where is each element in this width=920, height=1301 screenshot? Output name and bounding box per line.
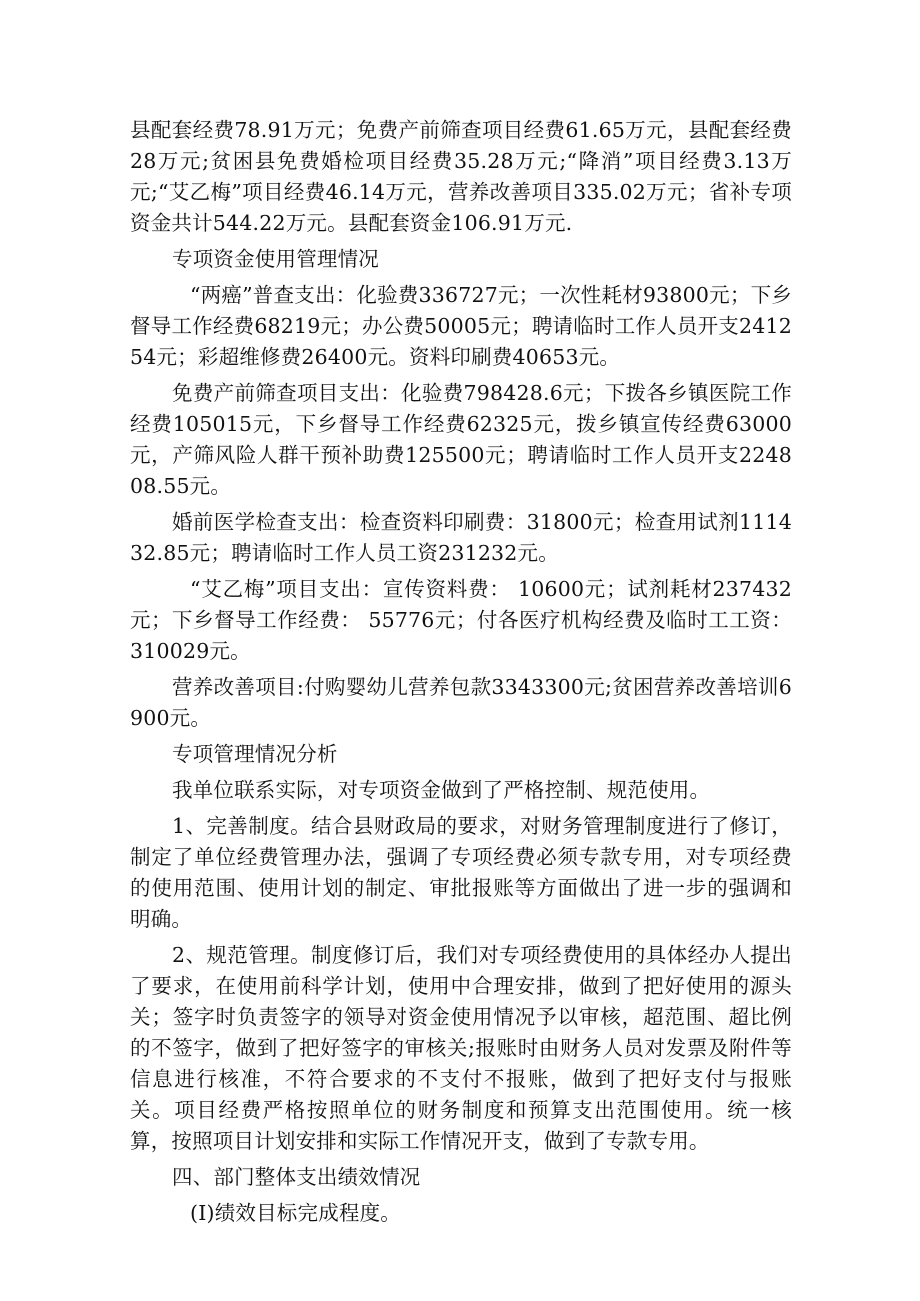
paragraph-prenatal-screening: 免费产前筛查项目支出：化验费798428.6元；下拨各乡镇医院工作经费105015元，下乡督导工作经费62325元，拨乡镇宣传经费63000元，产筛风险人群干预补助费125500元；聘请临时工作人员开支224808.55元。: [130, 381, 792, 498]
heading-goal-completion: (I)绩效目标完成程度。: [190, 1201, 401, 1225]
paragraph-improve-system: 1、完善制度。结合县财政局的要求，对财务管理制度进行了修订，制定了单位经费管理办法，强调了专项经费必须专款专用，对专项经费的使用范围、使用计划的制定、审批报账等方面做出了进一步的强调和明确。: [130, 814, 792, 931]
paragraph-nutrition-improvement: 营养改善项目:付购婴幼儿营养包款3343300元;贫困营养改善培训6900元。: [130, 675, 792, 730]
paragraph-two-cancer-screening: “两癌”普查支出：化验费336727元；一次性耗材93800元；下乡督导工作经费68219元；办公费50005元；聘请临时工作人员开支241254元；彩超维修费26400元。资料印刷费40653元。: [130, 283, 792, 369]
heading-special-fund-management: 专项资金使用管理情况: [172, 247, 379, 271]
paragraph-aids-syphilis-hepb: “艾乙梅”项目支出：宣传资料费： 10600元；试剂耗材237432元；下乡督导工作经费： 55776元；付各医疗机构经费及临时工工资：310029元。: [130, 577, 792, 663]
paragraph-funding-summary: 县配套经费78.91万元；免费产前筛查项目经费61.65万元，县配套经费28万元;贫困县免费婚检项目经费35.28万元;“降消”项目经费3.13万元;“艾乙梅”项目经费46.14万元，营养改善项目335.02万元；省补专项资金共计544.22万元。县配套资金106.91万元.: [130, 118, 792, 235]
heading-overall-performance: 四、部门整体支出绩效情况: [172, 1165, 421, 1189]
heading-management-analysis: 专项管理情况分析: [172, 742, 338, 766]
paragraph-strict-control: 我单位联系实际，对专项资金做到了严格控制、规范使用。: [172, 778, 711, 802]
paragraph-standardize-management: 2、规范管理。制度修订后，我们对专项经费使用的具体经办人提出了要求，在使用前科学计划，使用中合理安排，做到了把好使用的源头关；签字时负责签字的领导对资金使用情况予以审核，超范围、超比例的不签字，做到了把好签字的审核关;报账时由财务人员对发票及附件等信息进行核准，不符合要求的不支付不报账，做到了把好支付与报账关。项目经费严格按照单位的财务制度和预算支出范围使用。统一核算，按照项目计划安排和实际工作情况开支，做到了专款专用。: [130, 943, 792, 1153]
paragraph-premarital-exam: 婚前医学检查支出：检查资料印刷费：31800元；检查用试剂111432.85元；聘请临时工作人员工资231232元。: [130, 510, 792, 565]
document-page: [130, 115, 792, 1229]
